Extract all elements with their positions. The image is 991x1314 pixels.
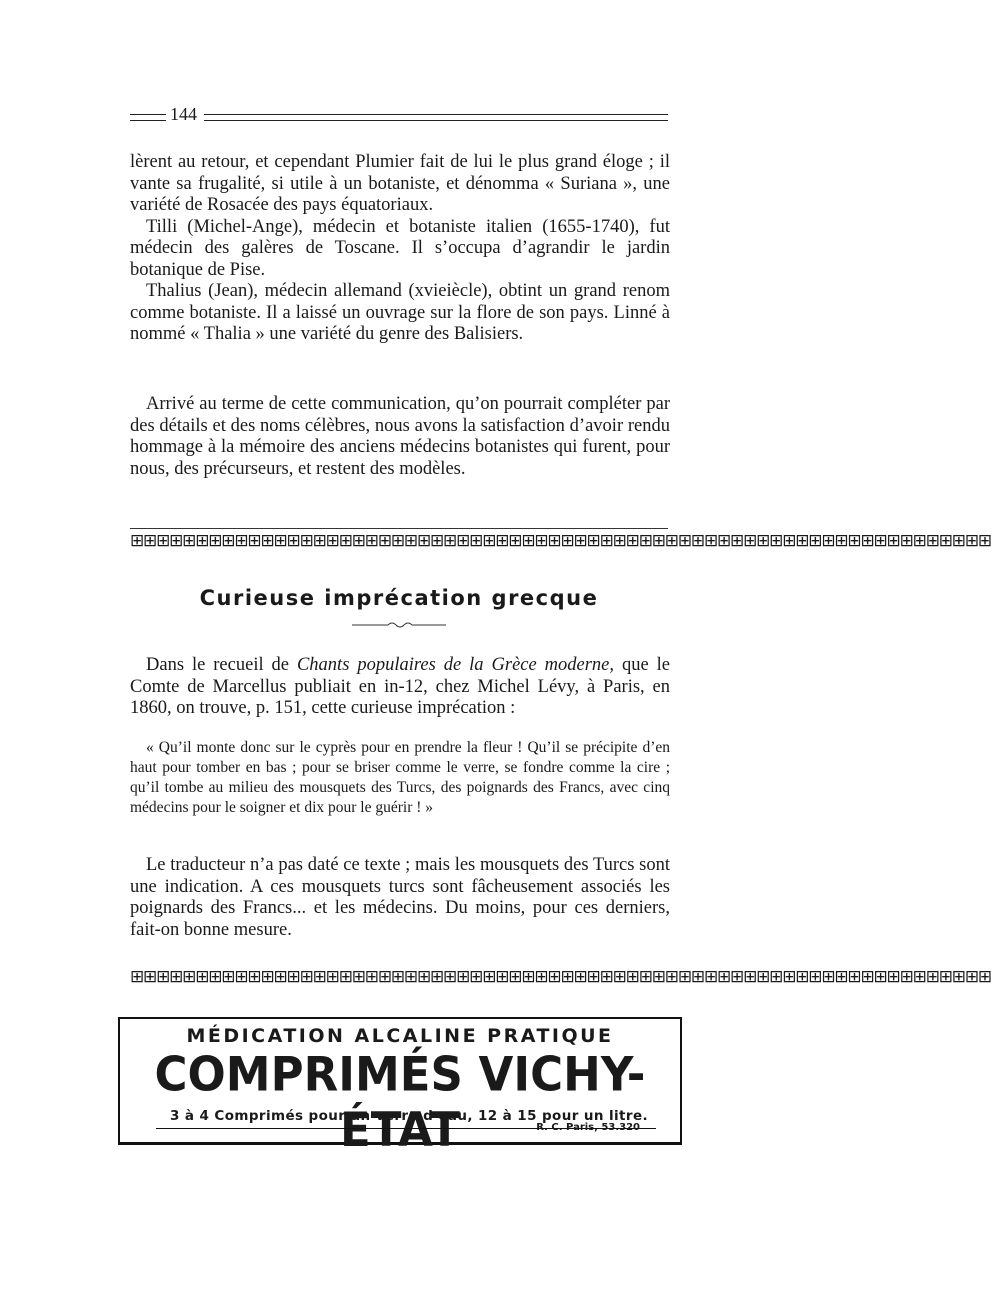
ad-product-name: COMPRIMÉS VICHY-ÉTAT (154, 1046, 646, 1158)
ornamental-divider-bottom: ⊞⊞⊞⊞⊞⊞⊞⊞⊞⊞⊞⊞⊞⊞⊞⊞⊞⊞⊞⊞⊞⊞⊞⊞⊞⊞⊞⊞⊞⊞⊞⊞⊞⊞⊞⊞⊞⊞⊞⊞⊞⊞⊞⊞⊞⊞⊞⊞⊞⊞⊞⊞⊞⊞⊞⊞⊞⊞⊞⊞⊞⊞⊞⊞⊞⊞ (130, 967, 991, 987)
imprecation-quote (130, 738, 670, 818)
ad-tagline: MÉDICATION ALCALINE PRATIQUE (186, 1025, 614, 1047)
conclusion-paragraph (130, 394, 670, 480)
ad-dosage: 3 à 4 Comprimés pour un verre d eau, 12 à 15 pour un litre. (170, 1108, 649, 1124)
ornamental-divider-top: ⊞⊞⊞⊞⊞⊞⊞⊞⊞⊞⊞⊞⊞⊞⊞⊞⊞⊞⊞⊞⊞⊞⊞⊞⊞⊞⊞⊞⊞⊞⊞⊞⊞⊞⊞⊞⊞⊞⊞⊞⊞⊞⊞⊞⊞⊞⊞⊞⊞⊞⊞⊞⊞⊞⊞⊞⊞⊞⊞⊞⊞⊞⊞⊞⊞⊞ (130, 528, 668, 551)
intro-text-after: que le Comte de Marcellus publiait en in-12, chez Michel Lévy, à Paris, en 1860, on trouve, p. 151, cette curieuse imprécation : (130, 655, 670, 718)
biography-paragraphs (130, 152, 670, 346)
title-flourish (352, 620, 446, 630)
header-rule-left (130, 114, 166, 121)
page-number: 144 (170, 104, 197, 124)
page-header (130, 104, 668, 128)
paragraph-tilli: Tilli (Michel-Ange), médecin et botaniste italien (1655-1740), fut médecin des galères de Toscane. Il s’occupa d’agrandir le jardin botanique de Pise. (130, 216, 670, 280)
ad-registration: R. C. Paris, 53.320 (536, 1122, 640, 1133)
section-title: Curieuse imprécation grecque (199, 586, 599, 610)
translator-text: Le traducteur n’a pas daté ce texte ; mais les mousquets des Turcs sont une indication. A ces mousquets turcs sont fâcheusement associés les poignards des Francs... et les médecins. Du moins, pour ces derniers, fait-on bonne mesure. (130, 855, 670, 940)
header-rule-right (204, 114, 668, 121)
intro-text-before: Dans le recueil de (146, 655, 297, 675)
intro-paragraph (130, 655, 670, 720)
paragraph-plumier: lèrent au retour, et cependant Plumier fait de lui le plus grand éloge ; il vante sa frugalité, si utile à un botaniste, et dénomma « Suriana », une variété de Rosacée des pays équatoriaux. (130, 152, 670, 215)
book-title: Chants populaires de la Grèce moderne, (296, 655, 615, 675)
paragraph-thalius: Thalius (Jean), médecin allemand (xvieiècle), obtint un grand renom comme botaniste. Il a laissé un ouvrage sur la flore de son pays. Linné à nommé « Thalia » une variété du genre des Balisiers. (130, 281, 670, 344)
advertisement-box (118, 1017, 682, 1158)
conclusion-text: Arrivé au terme de cette communication, qu’on pourrait compléter par des détails et des noms célèbres, nous avons la satisfaction d’avoir rendu hommage à la mémoire des anciens médecins botanistes qui furent, pour nous, des précurseurs, et restent des modèles. (130, 394, 670, 479)
translator-paragraph (130, 855, 670, 941)
quote-text: « Qu’il monte donc sur le cyprès pour en prendre la fleur ! Qu’il se précipite d’en haut pour tomber en bas ; pour se briser comme le verre, se fondre comme la cire ; qu’il tombe au milieu des mousquets des Turcs, des poignards des Francs, avec cinq médecins pour le soigner et dix pour le guérir ! » (130, 739, 670, 816)
